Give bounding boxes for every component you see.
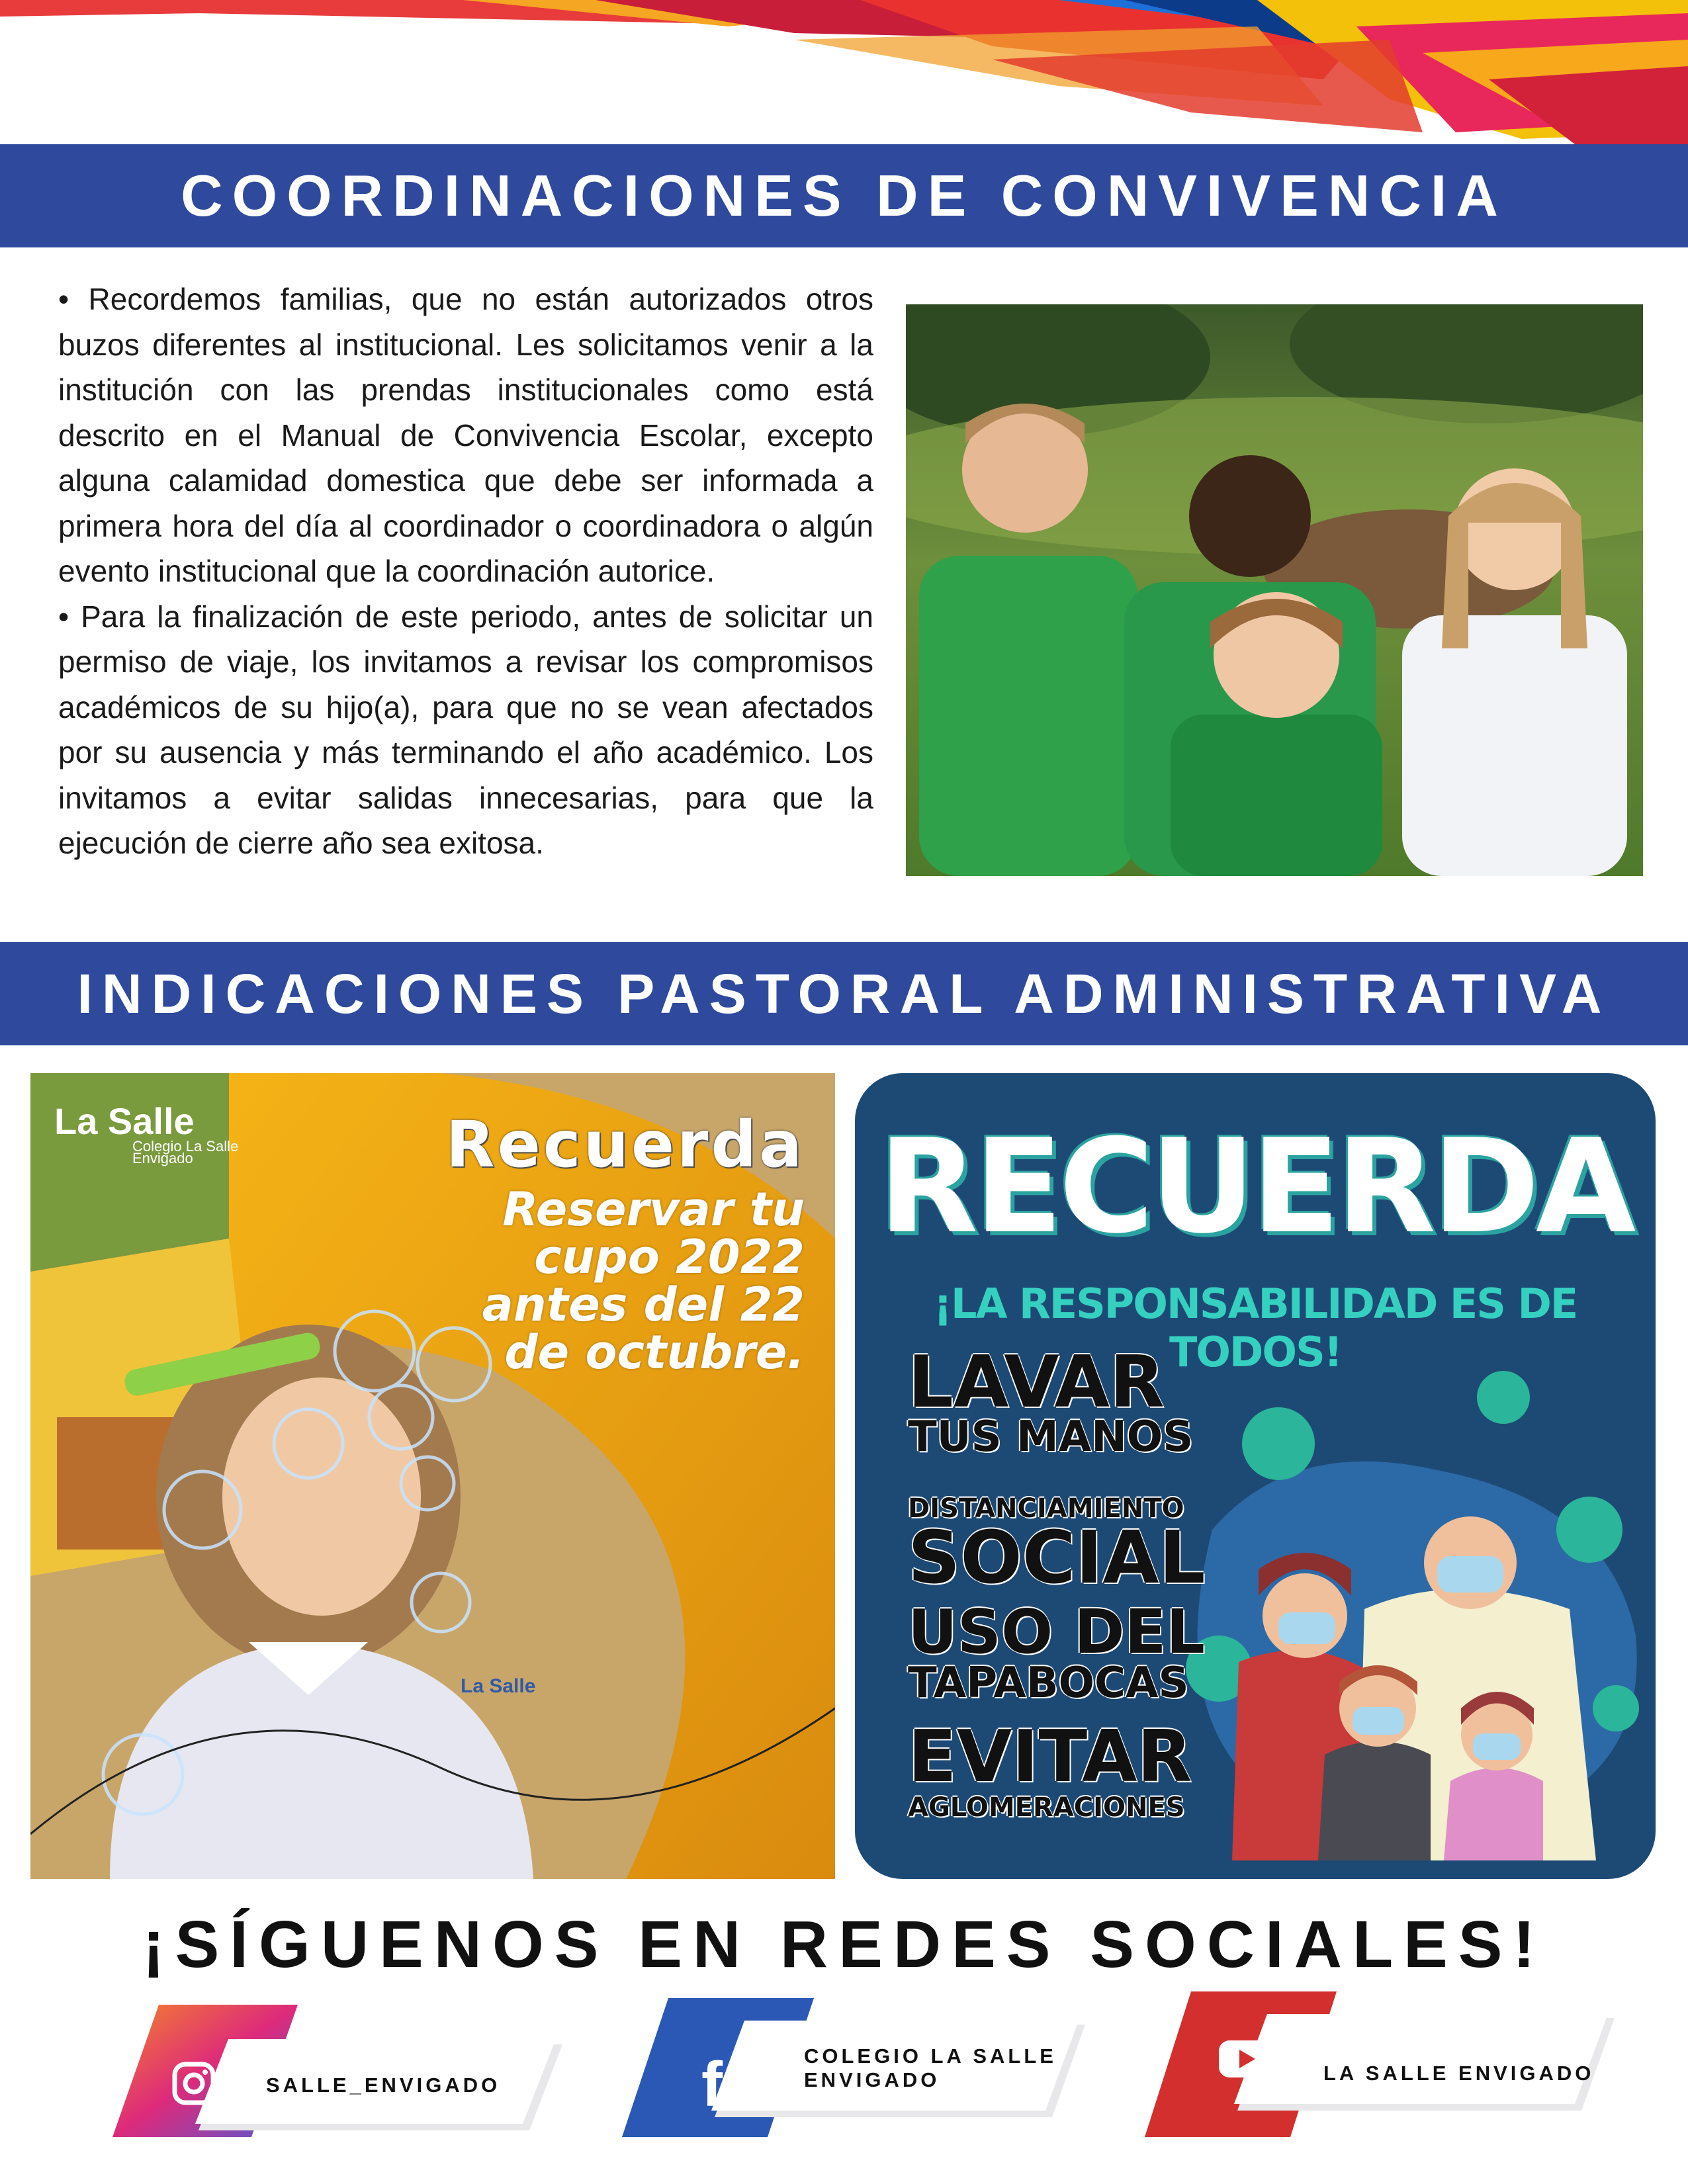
covid-item-4-big: EVITAR — [908, 1716, 1192, 1798]
enrollment-text — [302, 1108, 805, 1379]
instagram-handle: SALLE_ENVIGADO — [266, 2074, 501, 2097]
section-banner-convivencia: COORDINACIONES DE CONVIVENCIA — [0, 144, 1688, 247]
students-photo — [906, 304, 1643, 876]
facebook-icon: f — [701, 2049, 723, 2120]
enrollment-line-4: de octubre. — [504, 1325, 805, 1379]
enrollment-line-2: cupo 2022 — [534, 1230, 805, 1284]
youtube-icon — [1218, 2039, 1273, 2082]
enrollment-body — [302, 1182, 805, 1379]
la-salle-logo — [54, 1100, 238, 1166]
covid-item-1 — [908, 1341, 1194, 1462]
covid-item-3-small: TAPABOCAS — [908, 1659, 1189, 1708]
covid-item-3-big: USO DEL — [908, 1596, 1206, 1667]
covid-title: RECUERDA — [878, 1112, 1632, 1262]
covid-subtitle: ¡LA RESPONSABILIDAD ES DE TODOS! — [933, 1280, 1577, 1376]
covid-item-1-small: TUS MANOS — [908, 1413, 1194, 1462]
instagram-link[interactable] — [99, 1991, 569, 2150]
facebook-handle-line-1: COLEGIO LA SALLE — [804, 2044, 1057, 2068]
enrollment-reminder-poster — [30, 1073, 835, 1879]
enrollment-title: Recuerda — [445, 1108, 805, 1182]
social-title: ¡SÍGUENOS EN REDES SOCIALES! — [142, 1907, 1546, 1982]
youtube-handle: LA SALLE ENVIGADO — [1323, 2062, 1595, 2085]
convivencia-paragraph-2: • Para la finalización de este periodo, antes de solicitar un permiso de viaje, los invitamos a revisar los compromisos académicos de su hijo(a), para que no se vean afectados por su ausencia y más terminando el año académico. Los invitamos a evitar salidas innecesarias, para que la ejecución de cierre año sea exitosa. — [58, 599, 873, 860]
convivencia-text-block — [58, 277, 873, 866]
instagram-icon — [171, 2060, 217, 2110]
convivencia-paragraph-1: • Recordemos familias, que no están autorizados otros buzos diferentes al institucional. Les solicitamos venir a la institución con las prendas institucionales como está descrito en el Manual de Convivencia Escolar, excepto alguna calamidad domestica que debe ser informada a primera hora del día al coordinador o coordinadora o algún evento institucional que la coordinación autorice. — [58, 282, 873, 588]
covid-item-3 — [908, 1596, 1206, 1708]
covid-item-2-big: SOCIAL — [908, 1515, 1206, 1600]
covid-item-1-big: LAVAR — [908, 1341, 1165, 1424]
covid-item-2-small: DISTANCIAMIENTO — [908, 1493, 1184, 1524]
facebook-handle — [804, 2044, 1057, 2092]
covid-item-2 — [908, 1493, 1206, 1600]
youtube-link[interactable] — [1138, 1991, 1621, 2150]
facebook-handle-line-2: ENVIGADO — [804, 2068, 940, 2091]
facebook-link[interactable] — [615, 1991, 1092, 2150]
covid-item-4-small: AGLOMERACIONES — [908, 1792, 1185, 1823]
top-decorative-ribbon — [0, 0, 1688, 146]
covid-poster-panel — [855, 1073, 1656, 1879]
la-salle-logo-name: La Salle — [54, 1100, 195, 1142]
instagram-card-shape — [99, 1991, 569, 2150]
section-banner-pastoral: INDICACIONES PASTORAL ADMINISTRATIVA — [0, 942, 1688, 1045]
covid-item-4 — [908, 1716, 1192, 1823]
covid-prevention-poster — [855, 1073, 1656, 1879]
enrollment-line-1: Reservar tu — [502, 1182, 805, 1237]
la-salle-logo-sub-2: Envigado — [132, 1150, 193, 1166]
enrollment-line-3: antes del 22 — [482, 1278, 805, 1332]
family-with-masks-illustration — [1159, 1358, 1649, 1860]
shirt-logo: La Salle — [461, 1675, 536, 1697]
la-salle-logo-sub-1: Colegio La Salle — [132, 1138, 239, 1155]
